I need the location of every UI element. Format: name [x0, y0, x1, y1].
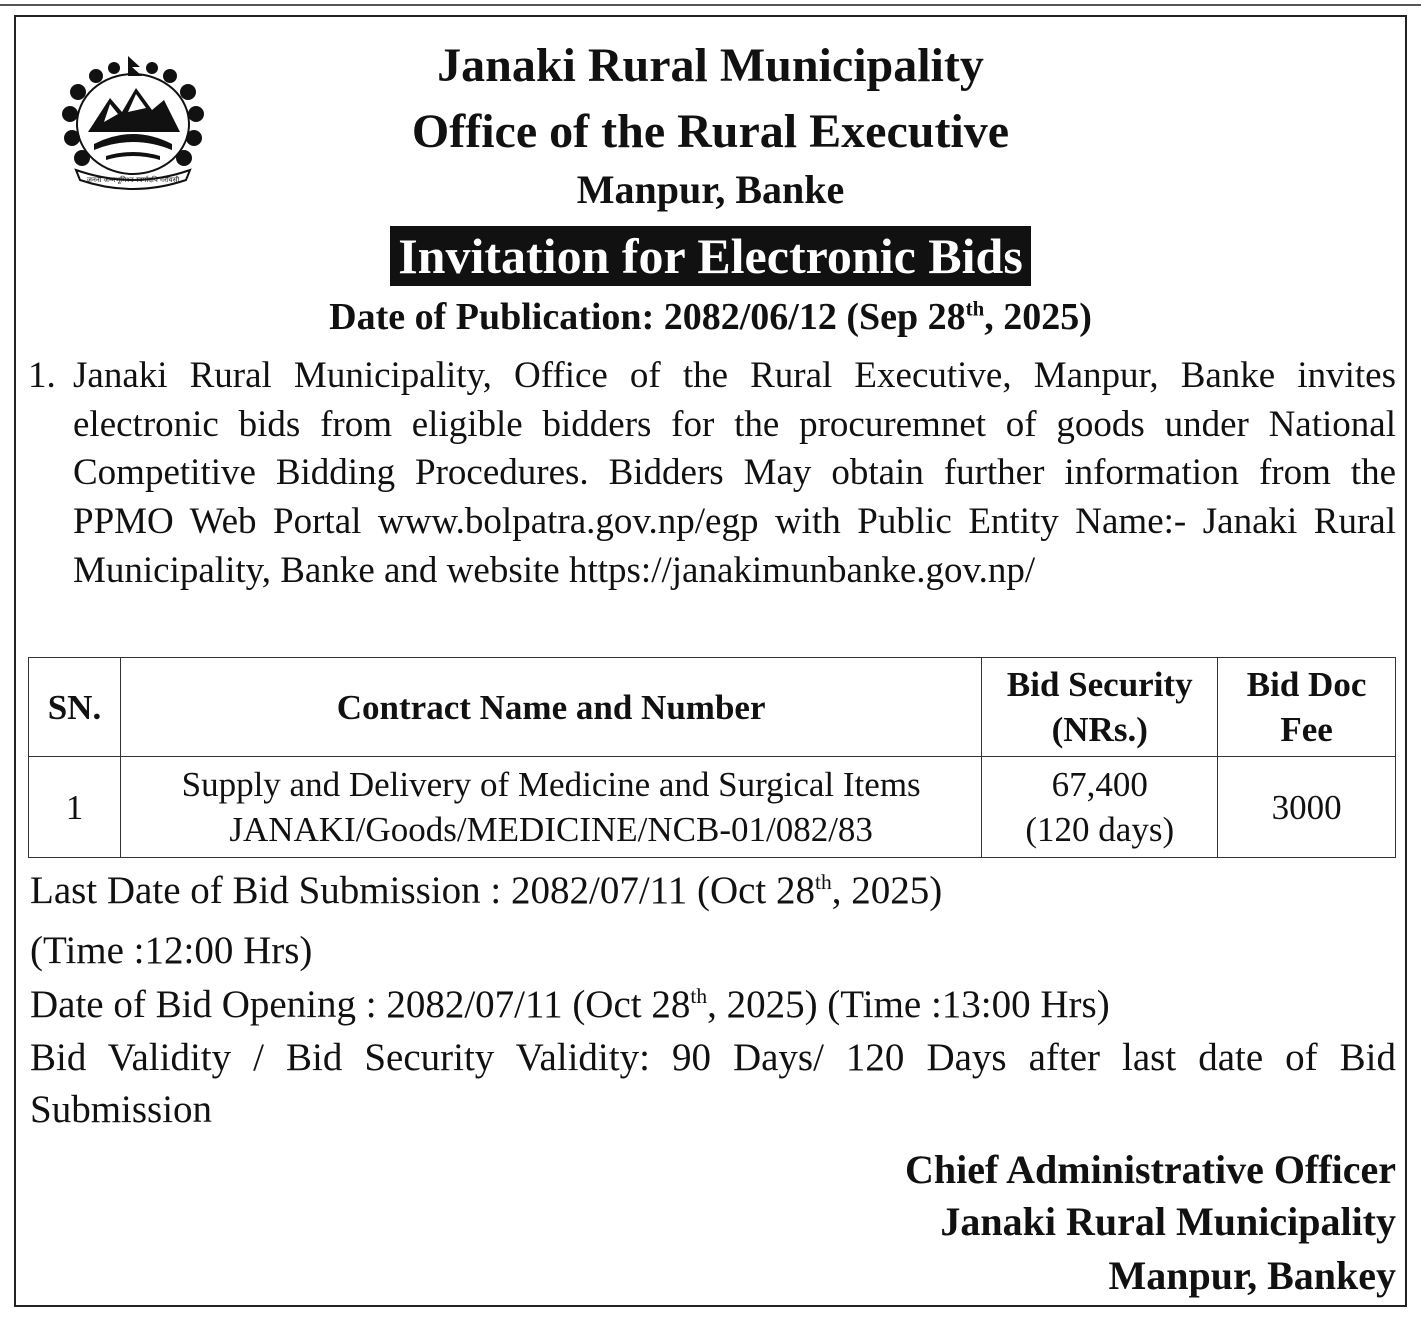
emblem-motto: जननी जन्मभूमिश्च स्वर्गादपि गरीयसी — [86, 176, 180, 184]
bid-table — [28, 657, 1396, 858]
invitation-paragraph — [28, 352, 1396, 596]
signatory-place: Manpur, Bankey — [1108, 1253, 1396, 1298]
header-bid-doc-fee: Bid Doc Fee — [1218, 658, 1396, 757]
signatory-office: Janaki Rural Municipality — [940, 1199, 1396, 1244]
office-address: Manpur, Banke — [576, 167, 845, 212]
table-header-row — [29, 658, 1396, 757]
bid-validity: Bid Validity / Bid Security Validity: 90 Days/ 120 Days after last date of Bid Submission — [30, 1036, 1396, 1131]
publication-date: Date of Publication: 2082/06/12 (Sep 28th, 2025) — [329, 296, 1092, 338]
header-sn: SN. — [29, 658, 121, 757]
paragraph-number: 1. — [28, 355, 56, 396]
municipality-title: Janaki Rural Municipality — [437, 39, 984, 92]
contract-number: JANAKI/Goods/MEDICINE/NCB-01/082/83 — [229, 810, 873, 849]
header-contract: Contract Name and Number — [120, 658, 981, 757]
cell-bid-doc-fee: 3000 — [1218, 757, 1396, 858]
table-row — [29, 757, 1396, 858]
contract-name: Supply and Delivery of Medicine and Surgical Items — [181, 765, 921, 804]
office-title: Office of the Rural Executive — [411, 105, 1010, 158]
last-submission-date: Last Date of Bid Submission : 2082/07/11 (Oct 28th, 2025) — [30, 869, 943, 912]
notice-title-wrap — [0, 226, 1421, 286]
paragraph-text: Janaki Rural Municipality, Office of the Rural Executive, Manpur, Banke invites electronic bids from eligible bidders for the procuremnet of goods under National Competitive Bidding Procedures. Bidders May obtain further information from the PPMO Web Portal www.bolpatra.gov.np/egp with Public Entity Name:- Janaki Rural Municipality, Banke and website https://janakimunbanke.gov.np/ — [73, 355, 1396, 591]
header-bid-security: Bid Security (NRs.) — [982, 658, 1218, 757]
submission-time: (Time :12:00 Hrs) — [30, 929, 313, 972]
cell-bid-security: 67,400 (120 days) — [982, 757, 1218, 858]
bid-opening-date: Date of Bid Opening : 2082/07/11 (Oct 28th, 2025) (Time :13:00 Hrs) — [30, 983, 1110, 1026]
top-rule — [0, 4, 1421, 6]
cell-contract — [120, 757, 981, 858]
signatory-designation: Chief Administrative Officer — [905, 1147, 1396, 1192]
cell-sn: 1 — [29, 757, 121, 858]
notice-title: Invitation for Electronic Bids — [390, 226, 1031, 286]
